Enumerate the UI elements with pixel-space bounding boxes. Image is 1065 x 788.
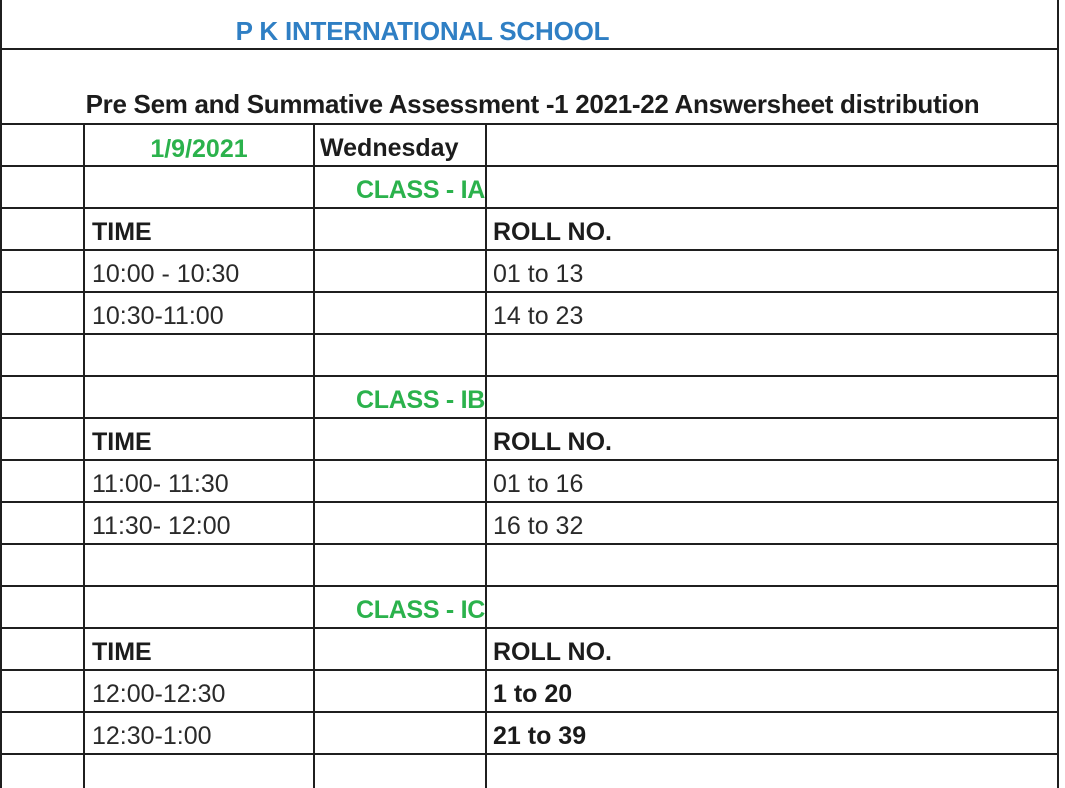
grid-line [485, 124, 487, 788]
grid-line [0, 333, 1059, 335]
time-cell: 10:00 - 10:30 [92, 260, 240, 288]
grid-line [0, 417, 1059, 419]
grid-line [0, 627, 1059, 629]
time-header: TIME [92, 638, 152, 666]
day-value: Wednesday [320, 134, 459, 162]
time-cell: 10:30-11:00 [92, 302, 224, 330]
grid-line [83, 124, 85, 788]
grid-line [0, 123, 1059, 125]
date-value: 1/9/2021 [150, 135, 248, 163]
roll-cell: 01 to 13 [493, 260, 584, 288]
time-cell: 11:00- 11:30 [92, 470, 229, 498]
class-label-ic: CLASS - IC [356, 596, 485, 624]
grid-line [0, 501, 1059, 503]
grid-line [0, 669, 1059, 671]
time-header: TIME [92, 218, 152, 246]
page-heading: Pre Sem and Summative Assessment -1 2021-22 Answersheet distribution [85, 89, 980, 119]
grid-line [0, 375, 1059, 377]
school-name: P K INTERNATIONAL SCHOOL [235, 16, 610, 46]
roll-cell: 1 to 20 [493, 680, 573, 708]
grid-line [0, 585, 1059, 587]
time-header: TIME [92, 428, 152, 456]
roll-header: ROLL NO. [493, 638, 612, 666]
grid-line [0, 249, 1059, 251]
grid-line [0, 753, 1059, 755]
grid-line [0, 165, 1059, 167]
grid-line [0, 291, 1059, 293]
grid-line [0, 207, 1059, 209]
roll-header: ROLL NO. [493, 218, 612, 246]
grid-line [313, 124, 315, 788]
roll-cell: 01 to 16 [493, 470, 584, 498]
time-cell: 12:00-12:30 [92, 680, 226, 708]
class-label-ia: CLASS - IA [356, 176, 485, 204]
roll-cell: 21 to 39 [493, 722, 587, 750]
grid-line [0, 543, 1059, 545]
grid-line [0, 459, 1059, 461]
grid-line [0, 711, 1059, 713]
grid-line [0, 48, 1059, 50]
time-cell: 12:30-1:00 [92, 722, 212, 750]
roll-cell: 16 to 32 [493, 512, 584, 540]
roll-header: ROLL NO. [493, 428, 612, 456]
class-label-ib: CLASS - IB [356, 386, 485, 414]
time-cell: 11:30- 12:00 [92, 512, 231, 540]
roll-cell: 14 to 23 [493, 302, 584, 330]
